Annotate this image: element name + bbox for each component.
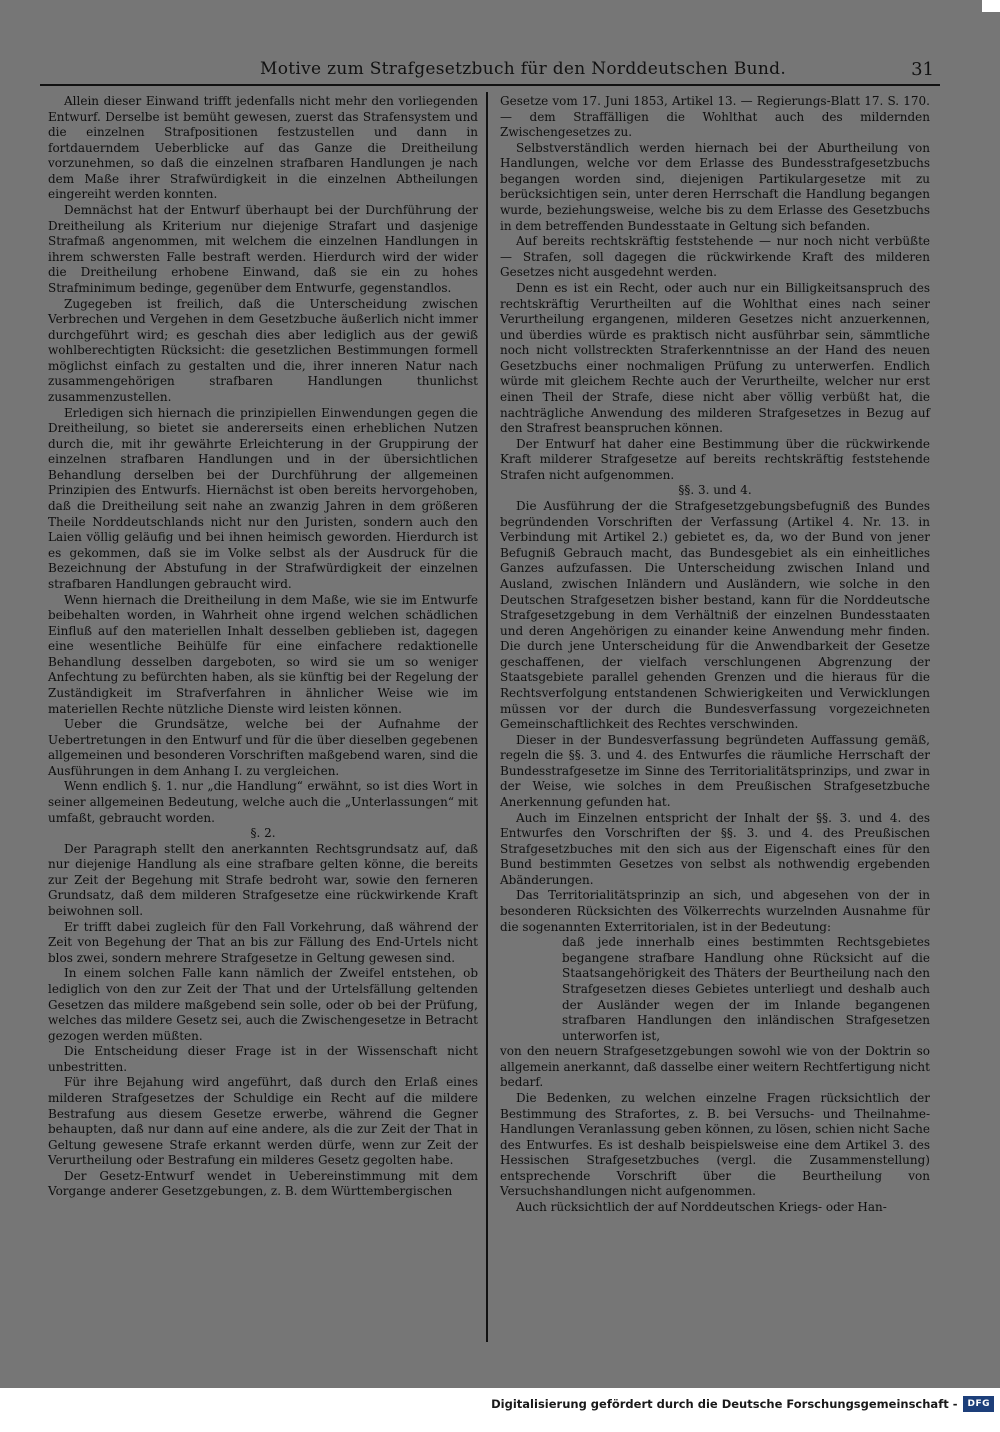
paragraph: Auf bereits rechtskräftig feststehende — nur noch nicht verbüßte — Strafen, soll dagegen die rückwirkende Kraft des milderen Gesetzes nicht ausgedehnt werden. — [500, 234, 930, 280]
running-header — [40, 56, 940, 82]
paragraph: Der Entwurf hat daher eine Bestimmung über die rückwirkende Kraft milderer Strafgesetze auf bereits rechtskräftig feststehende Strafen nicht aufgenommen. — [500, 436, 930, 482]
paragraph: Auch im Einzelnen entspricht der Inhalt der §§. 3. und 4. des Entwurfes den Vorschriften der §§. 3. und 4. des Preußischen Strafgesetzbuches mit den sich aus der Eigenschaft eines für den Bund bestimmten Gesetzes von selbst als nothwendig ergebenden Abänderungen. — [500, 810, 930, 887]
section-heading: §§. 3. und 4. — [678, 483, 752, 498]
digitization-credit — [491, 1393, 994, 1415]
paragraph: Ueber die Grundsätze, welche bei der Aufnahme der Uebertretungen in den Entwurf und für die über dieselben gegebenen allgemeinen und besonderen Vorschriften maßgebend waren, sind die Ausführungen in dem Anhang I. zu vergleichen. — [48, 717, 478, 778]
paragraph: Die Ausführung der die Strafgesetzgebungsbefugniß des Bundes begründenden Vorschriften der Verfassung (Artikel 4. Nr. 13. in Verbindung mit Artikel 2.) gebietet es, da, wo der Bund von jener Befugniß Gebrauch macht, das Bundesgebiet als ein einheitliches Ganzes aufzufassen. Die Unterscheidung zwischen Inland und Ausland, zwischen Inländern und Ausländern, wie solche in den Deutschen Strafgesetzen bisher bestand, kann für die Norddeutsche Strafgesetzgebung in dem Verhältniß der einzelnen Bundesstaaten und deren Angehörigen zu einander keine Anwendung mehr finden. Die durch jene Unterscheidung für die Anwendbarkeit der Gesetze geschaffenen, der vielfach verschlungenen Abgrenzung der Staatsgebiete parallel gehenden Grenzen und die hieraus für die Rechtsverfolgung entstandenen Schwierigkeiten und Verwicklungen müssen vor der durch die Bundesverfassung vorgezeichneten Gemeinschaftlichkeit des Rechtes verschwinden. — [500, 499, 930, 732]
paragraph: In einem solchen Falle kann nämlich der Zweifel entstehen, ob lediglich von den zur Zeit der That und der Urtelsfällung geltenden Gesetzen das mildere maßgebend sein solle, oder ob bei der Prüfung, welches das mildere Gesetz sei, auch die Zwischengesetze in Betracht gezogen werden müßten. — [48, 966, 478, 1043]
paragraph: Der Gesetz-Entwurf wendet in Uebereinstimmung mit dem Vorgange anderer Gesetzgebungen, z. B. dem Württembergischen — [48, 1168, 478, 1199]
left-column — [48, 94, 478, 1200]
paragraph: Dieser in der Bundesverfassung begründeten Auffassung gemäß, regeln die §§. 3. und 4. des Entwurfes die räumliche Herrschaft der Bundesstrafgesetze im Sinne des Territorialitätsprinzips, und zwar in der Weise, wie solches in dem Preußischen Strafgesetzbuche Anerkennung gefunden hat. — [500, 732, 930, 810]
paragraph: Das Territorialitätsprinzip an sich, und abgesehen von der in besonderen Rücksichten des Völkerrechts wurzelnden Ausnahme für die sogenannten Exterritorialen, ist in der Bedeutung: — [500, 888, 930, 934]
column-divider — [486, 92, 488, 1342]
paragraph: Erledigen sich hiernach die prinzipiellen Einwendungen gegen die Dreitheilung, so bietet sie andererseits einen erheblichen Nutzen durch die, mit ihr gewährte Erleichterung in der Gruppirung der einzelnen strafbaren Handlungen und in der übersichtlichen Behandlung derselben bei der Durchführung der allgemeinen Prinzipien des Entwurfs. Hiernächst ist oben bereits hervorgehoben, daß die Dreitheilung seit nahe an zwanzig Jahren in dem größeren Theile Norddeutschlands nicht nur den Juristen, sondern auch den Laien völlig geläufig und bei ihnen heimisch geworden. Hierdurch ist es gekommen, daß sie im Volke selbst als der Ausdruck für die Bezeichnung der Abstufung in der Strafwürdigkeit der einzelnen strafbaren Handlungen gebraucht wird. — [48, 405, 478, 591]
paragraph: Wenn endlich §. 1. nur „die Handlung“ erwähnt, so ist dies Wort in seiner allgemeinen Bedeutung, welche auch die „Unterlassungen“ mit umfaßt, gebraucht worden. — [48, 779, 478, 825]
header-rule — [40, 84, 940, 86]
section-heading: §. 2. — [250, 826, 276, 841]
paragraph: Demnächst hat der Entwurf überhaupt bei der Durchführung der Dreitheilung als Kriterium nur diejenige Strafart und dasjenige Strafmaß angenommen, mit welchem die einzelnen Handlungen in ihrem schwersten Falle bestraft werden. Hierdurch wird der wider die Dreitheilung erhobene Einwand, daß sie ein zu hohes Strafminimum bedinge, gegenüber dem Entwurfe, gegenstandlos. — [48, 203, 478, 295]
paragraph: Für ihre Bejahung wird angeführt, daß durch den Erlaß eines milderen Strafgesetzes der Schuldige ein Recht auf die mildere Bestrafung aus diesem Gesetze erwerbe, während die Gegner behaupten, daß nur dann auf eine andere, als die zur Zeit der That in Geltung gewesene Strafe erkannt werden dürfe, wenn zur Zeit der Verurtheilung oder Bestrafung ein milderes Gesetz gegolten habe. — [48, 1075, 478, 1168]
paragraph: Wenn hiernach die Dreitheilung in dem Maße, wie sie im Entwurfe beibehalten worden, in Wahrheit ohne irgend welchen schädlichen Einfluß auf den materiellen Inhalt desselben geblieben ist, dagegen eine wesentliche Beihülfe für eine einfachere redaktionelle Behandlung desselben dargeboten, so wird sie um so weniger Anfechtung zu befürchten haben, als sie künftig bei der Regelung der Zuständigkeit im Strafverfahren in ähnlicher Weise wie im materiellen Rechte nützliche Dienste wird leisten können. — [48, 592, 478, 716]
paragraph: Er trifft dabei zugleich für den Fall Vorkehrung, daß während der Zeit von Begehung der That an bis zur Fällung des End-Urtels nicht blos zwei, sondern mehrere Strafgesetze in Geltung gewesen sind. — [48, 919, 478, 965]
paragraph: Zugegeben ist freilich, daß die Unterscheidung zwischen Verbrechen und Vergehen in dem Gesetzbuche äußerlich nicht immer durchgeführt wird; es geschah dies aber lediglich aus der gewiß wohlberechtigten Rücksicht: die gesetzlichen Bestimmungen formell möglichst einfach zu gestalten und die, ihrer inneren Natur nach zusammengehörigen strafbaren Handlungen thunlichst zusammenzustellen. — [48, 296, 478, 404]
paragraph: Selbstverständlich werden hiernach bei der Aburtheilung von Handlungen, welche vor dem Erlasse des Bundesstrafgesetzbuchs begangen worden sind, diejenigen Partikulargesetze mit zu berücksichtigen sein, unter deren Herrschaft die Handlung begangen wurde, beziehungsweise, welche bis zu dem Erlasse des Gesetzbuchs in dem betreffenden Bundesstaate in Geltung sich befanden. — [500, 140, 930, 233]
block-quote: daß jede innerhalb eines bestimmten Rechtsgebietes begangene strafbare Handlung ohne Rücksicht auf die Staatsangehörigkeit des Thäters der Beurtheilung nach den Strafgesetzen dieses Gebietes unterliegt und deshalb auch der Ausländer wegen der im Inlande begangenen strafbaren Handlungen den inländischen Strafgesetzen unterworfen ist, — [562, 935, 930, 1043]
paragraph: Die Bedenken, zu welchen einzelne Fragen rücksichtlich der Bestimmung des Strafortes, z. B. bei Versuchs- und Theilnahme-Handlungen Veranlassung geben können, zu lösen, schien nicht Sache des Entwurfes. Es ist deshalb beispielsweise eine dem Artikel 3. des Hessischen Strafgesetzbuches (vergl. die Zusammenstellung) entsprechende Vorschrift über die Beurtheilung von Versuchshandlungen nicht aufgenommen. — [500, 1091, 930, 1199]
paragraph: von den neuern Strafgesetzgebungen sowohl wie von der Doktrin so allgemein anerkannt, daß dasselbe einer weitern Rechtfertigung nicht bedarf. — [500, 1044, 930, 1090]
paragraph: Denn es ist ein Recht, oder auch nur ein Billigkeitsanspruch des rechtskräftig Verurtheilten auf die Wohlthat eines nach seiner Verurtheilung ergangenen, milderen Gesetzes nicht anzuerkennen, und überdies würde es praktisch nicht ausführbar sein, sämmtliche noch nicht vollstreckten Straferkenntnisse an der Hand des neuen Gesetzbuchs einer nochmaligen Prüfung zu unterwerfen. Endlich würde mit gleichem Rechte auch der Verurtheilte, welcher nur erst einen Theil der Strafe, diese nicht aber völlig verbüßt hat, die nachträgliche Anwendung des milderen Strafgesetzes in Bezug auf den Strafrest beanspruchen können. — [500, 280, 930, 436]
header-title: Motive zum Strafgesetzbuch für den Norddeutschen Bund. — [260, 59, 787, 79]
paragraph: Der Paragraph stellt den anerkannten Rechtsgrundsatz auf, daß nur diejenige Handlung als eine strafbare gelten könne, die bereits zur Zeit der Begehung mit Strafe bedroht war, sowie den ferneren Grundsatz, daß dem milderen Strafgesetze eine rückwirkende Kraft beiwohnen soll. — [48, 841, 478, 919]
paragraph: Gesetze vom 17. Juni 1853, Artikel 13. — Regierungs-Blatt 17. S. 170. — dem Straffälligen die Wohlthat auch des mildernden Zwischengesetzes zu. — [500, 94, 930, 140]
page-corner — [982, 0, 1000, 12]
dfg-logo: DFG — [963, 1396, 994, 1412]
right-column — [500, 94, 930, 1216]
paragraph: Auch rücksichtlich der auf Norddeutschen Kriegs- oder Han- — [516, 1200, 887, 1215]
paragraph: Allein dieser Einwand trifft jedenfalls nicht mehr den vorliegenden Entwurf. Derselbe ist bemüht gewesen, zuerst das Strafensystem und die einzelnen Strafpositionen festzustellen und dann in fortdauerndem Ueberblicke auf das Ganze die Dreitheilung vorzunehmen, so daß die einzelnen strafbaren Handlungen je nach dem Maße ihrer Strafwürdigkeit in die einzelnen Abtheilungen eingereiht werden konnten. — [48, 94, 478, 202]
paragraph: Die Entscheidung dieser Frage ist in der Wissenschaft nicht unbestritten. — [48, 1044, 478, 1074]
credit-text: Digitalisierung gefördert durch die Deutsche Forschungsgemeinschaft - — [491, 1397, 958, 1411]
page-number: 31 — [911, 59, 934, 80]
